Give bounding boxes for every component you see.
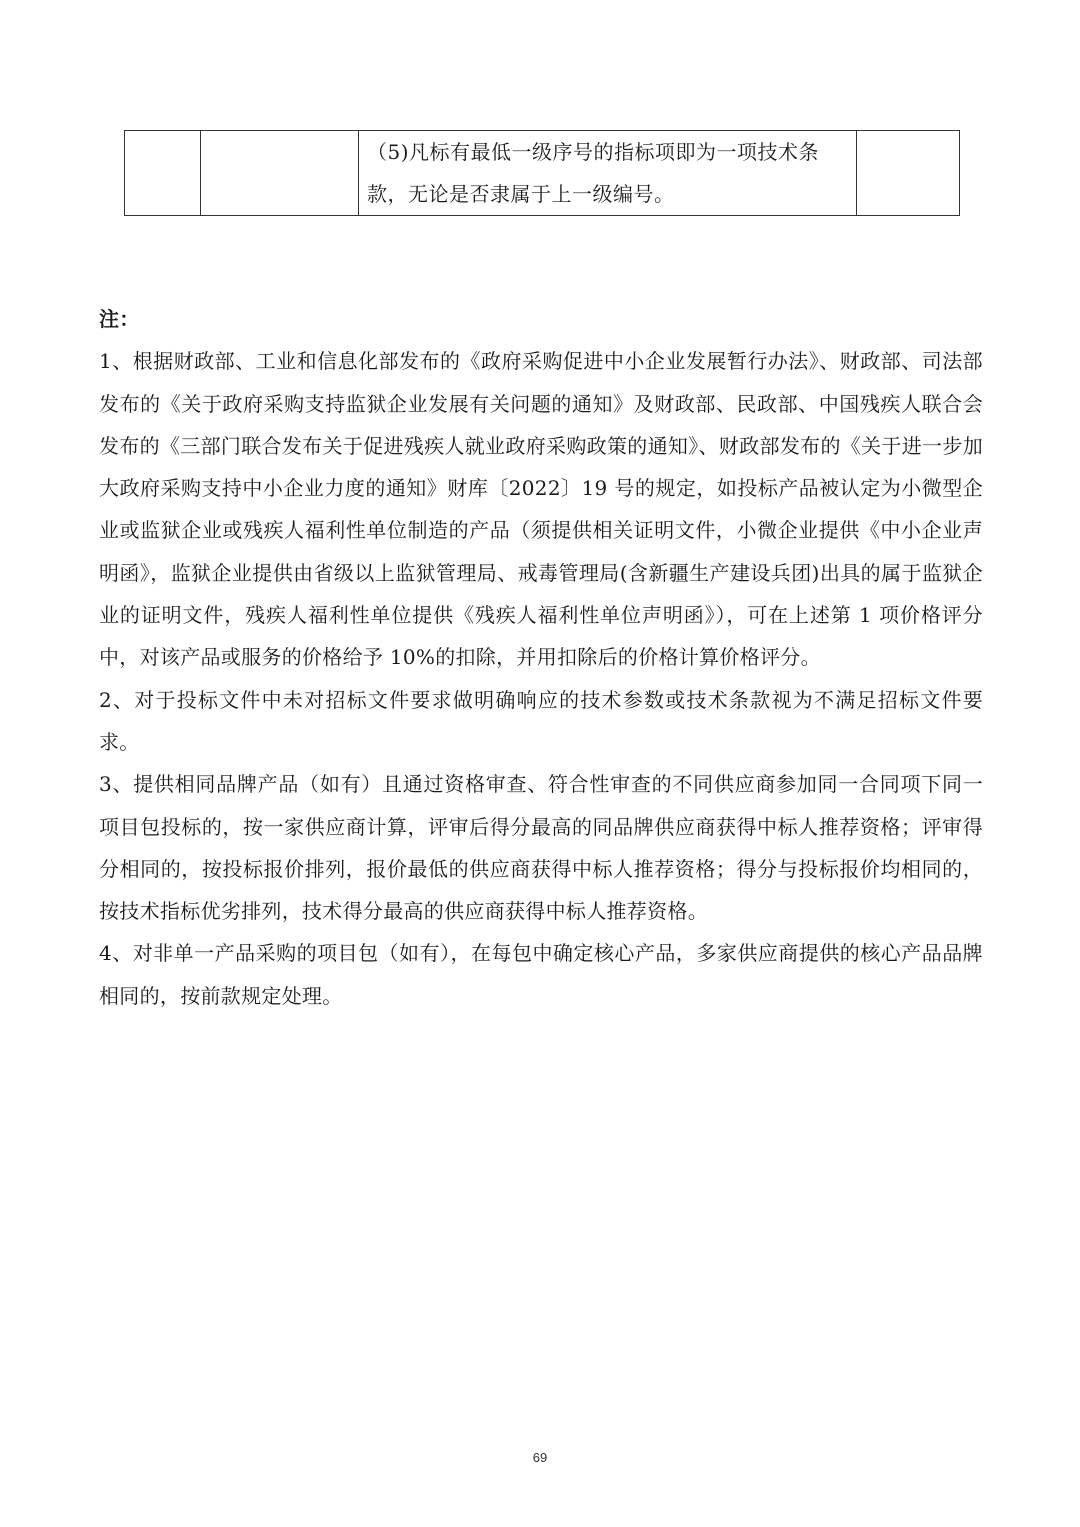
note-item-2: 2、对于投标文件中未对招标文件要求做明确响应的技术参数或技术条款视为不满足招标文件要求。 xyxy=(99,687,983,754)
table-cell-item xyxy=(201,131,359,216)
criteria-line-2: 款，无论是否隶属于上一级编号。 xyxy=(367,182,675,206)
table-cell-score xyxy=(857,131,960,216)
criteria-line-1: （5)凡标有最低一级序号的指标项即为一项技术条 xyxy=(367,140,820,164)
notes-title: 注： xyxy=(99,307,140,331)
note-item-1: 1、根据财政部、工业和信息化部发布的《政府采购促进中小企业发展暂行办法》、财政部、司法部发布的《关于政府采购支持监狱企业发展有关问题的通知》及财政部、民政部、中国残疾人联合会发布的《三部门联合发布关于促进残疾人就业政府采购政策的通知》、财政部发布的《关于进一步加大政府采购支持中小企业力度的通知》财库〔2022〕19 号的规定，如投标产品被认定为小微型企业或监狱企业或残疾人福利性单位制造的产品（须提供相关证明文件，小微企业提供《中小企业声明函》，监狱企业提供由省级以上监狱管理局、戒毒管理局(含新疆生产建设兵团)出具的属于监狱企业的证明文件，残疾人福利性单位提供《残疾人福利性单位声明函》），可在上述第 1 项价格评分中，对该产品或服务的价格给予 10%的扣除，并用扣除后的价格计算价格评分。 xyxy=(99,349,983,670)
scoring-table-fragment xyxy=(124,130,960,216)
table-cell-index xyxy=(125,131,201,216)
page-number: 69 xyxy=(532,1450,548,1465)
table-row xyxy=(125,131,960,216)
table-cell-criteria xyxy=(359,131,857,216)
notes-section xyxy=(99,298,983,1017)
note-item-3: 3、提供相同品牌产品（如有）且通过资格审查、符合性审查的不同供应商参加同一合同项下同一项目包投标的，按一家供应商计算，评审后得分最高的同品牌供应商获得中标人推荐资格；评审得分相同的，按投标报价排列，报价最低的供应商获得中标人推荐资格；得分与投标报价均相同的，按技术指标优劣排列，技术得分最高的供应商获得中标人推荐资格。 xyxy=(99,772,983,924)
note-item-4: 4、对非单一产品采购的项目包（如有），在每包中确定核心产品，多家供应商提供的核心产品品牌相同的，按前款规定处理。 xyxy=(99,941,983,1008)
